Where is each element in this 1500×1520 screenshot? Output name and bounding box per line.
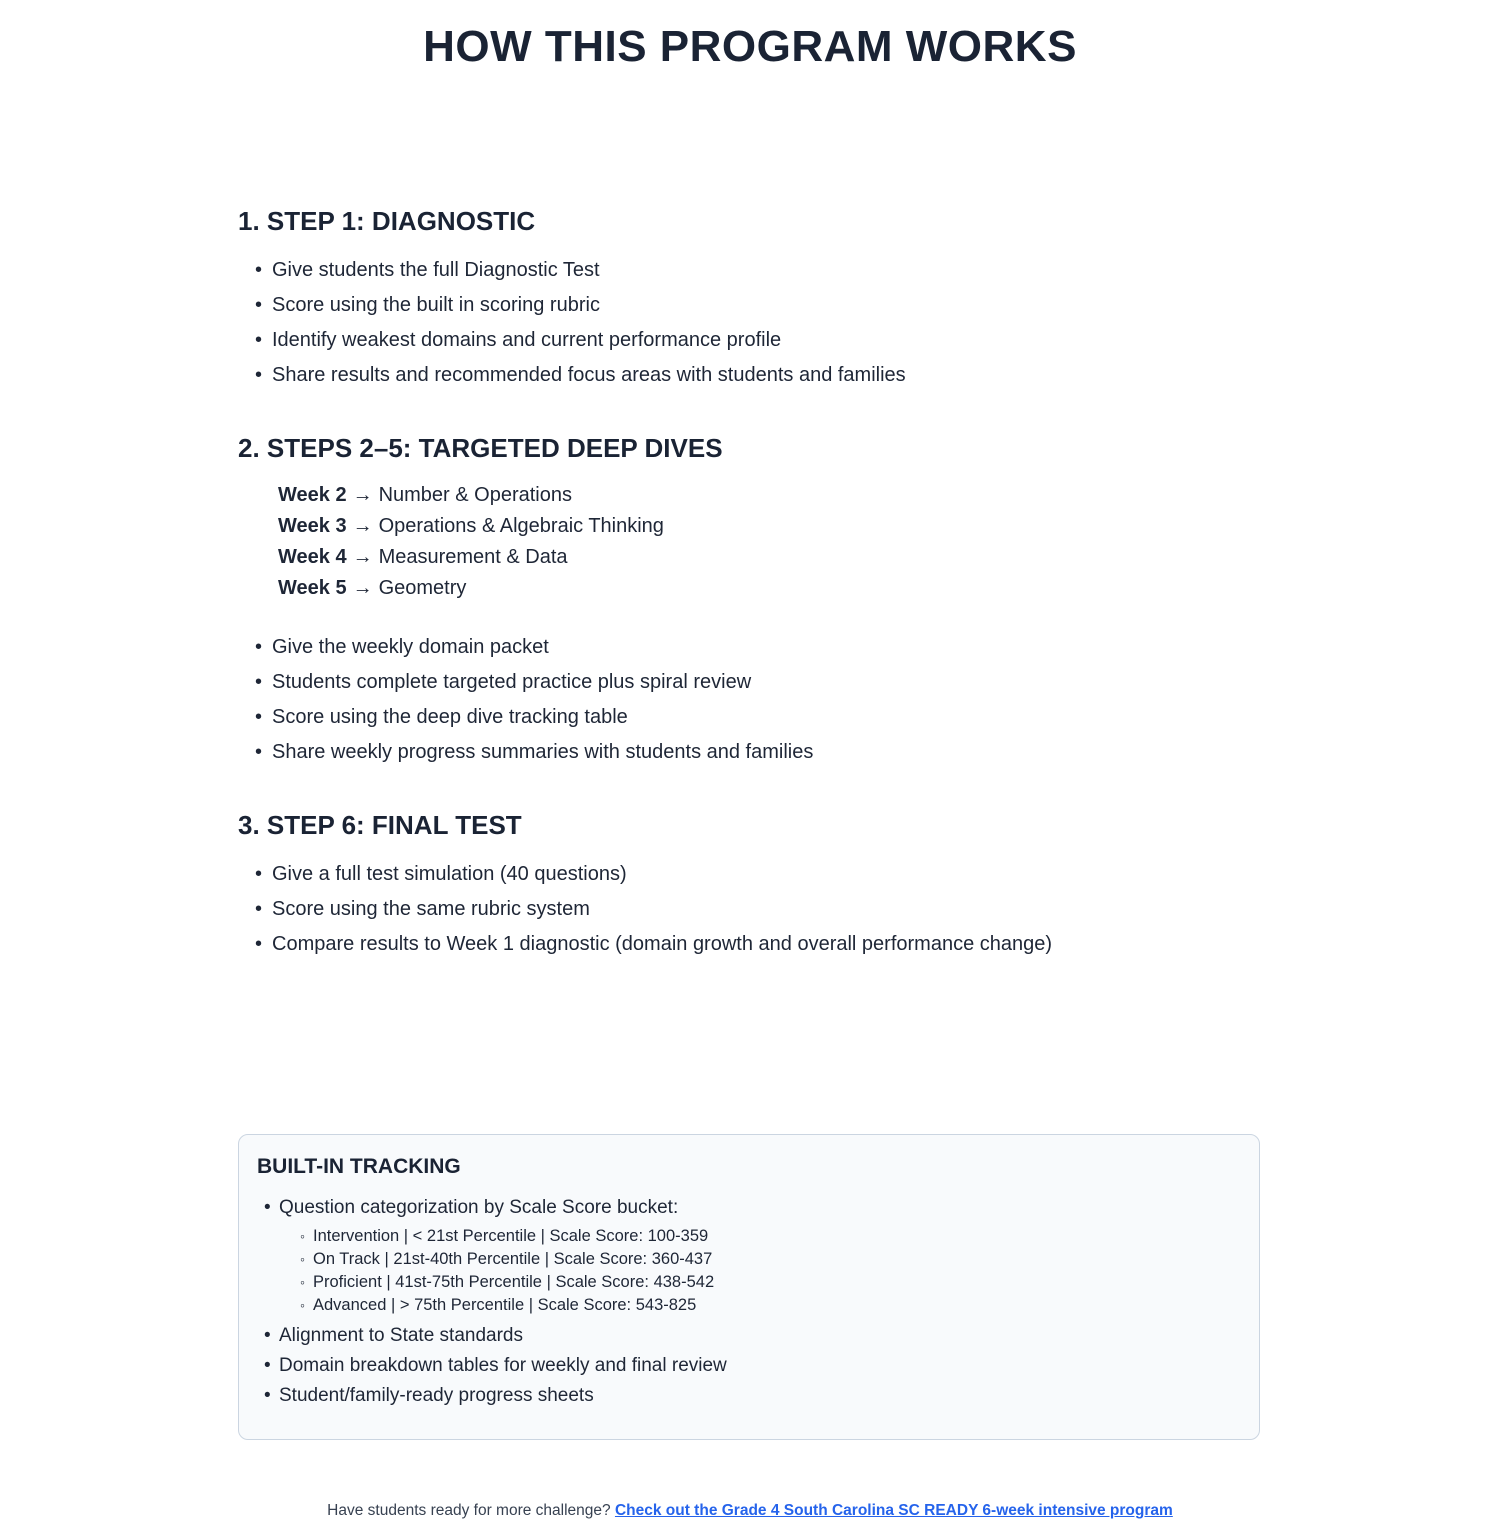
arrow-icon: → [352, 515, 373, 537]
scale-score-bucket-list [291, 1225, 1237, 1317]
list-item: • Students complete targeted practice plus spiral review [238, 665, 1262, 700]
week-label: Week 2 [278, 484, 347, 506]
list-item: • Alignment to State standards [257, 1321, 1237, 1351]
week-topic: Measurement & Data [378, 546, 568, 568]
section-title: STEP 6: FINAL TEST [266, 810, 522, 840]
week-topic: Number & Operations [378, 484, 572, 506]
section-steps-2-5-deep-dives [238, 433, 1262, 770]
arrow-icon: → [352, 546, 373, 568]
built-in-tracking-panel [238, 1134, 1260, 1440]
scale-score-bucket: ◦ Intervention | < 21st Percentile | Scale Score: 100-359 [291, 1225, 1237, 1248]
arrow-icon: → [352, 577, 373, 599]
week-line [278, 542, 1262, 573]
section-title: STEPS 2–5: TARGETED DEEP DIVES [266, 433, 723, 463]
program-steps-list [238, 206, 1262, 962]
footer-prompt-text: Have students ready for more challenge? [327, 1502, 615, 1519]
tracking-panel-heading: BUILT-IN TRACKING [257, 1155, 461, 1178]
list-item: • Score using the deep dive tracking table [238, 700, 1262, 735]
footer [238, 1502, 1262, 1520]
scale-score-bucket: ◦ Advanced | > 75th Percentile | Scale Score: 543-825 [291, 1294, 1237, 1317]
bullet-list [238, 857, 1262, 962]
list-item: • Score using the same rubric system [238, 892, 1262, 927]
list-item: • Share weekly progress summaries with students and families [238, 735, 1262, 770]
section-number: 2. [238, 433, 260, 463]
list-item: • Give students the full Diagnostic Test [238, 253, 1262, 288]
main-content [238, 206, 1262, 1520]
list-item: • Give the weekly domain packet [238, 630, 1262, 665]
section-heading [238, 206, 1262, 237]
list-item: • Compare results to Week 1 diagnostic (domain growth and overall performance change) [238, 927, 1262, 962]
tracking-bullet-list [257, 1193, 1237, 1411]
section-number: 3. [238, 810, 260, 840]
list-item: • Domain breakdown tables for weekly and final review [257, 1351, 1237, 1381]
intensive-program-link[interactable]: Check out the Grade 4 South Carolina SC READY 6-week intensive program [614, 1502, 1173, 1519]
week-line [278, 511, 1262, 542]
list-item: • Identify weakest domains and current performance profile [238, 323, 1262, 358]
week-label: Week 4 [278, 546, 347, 568]
bullet-list [238, 253, 1262, 393]
scale-score-bucket: ◦ Proficient | 41st-75th Percentile | Scale Score: 438-542 [291, 1271, 1237, 1294]
page-title: HOW THIS PROGRAM WORKS [423, 22, 1077, 71]
list-item [257, 1193, 1237, 1317]
section-heading [238, 433, 1262, 464]
week-topic: Geometry [378, 577, 467, 599]
tracking-intro-text: Question categorization by Scale Score bucket: [279, 1197, 679, 1218]
section-step-6-final-test [238, 810, 1262, 962]
list-item: • Student/family-ready progress sheets [257, 1381, 1237, 1411]
week-schedule [278, 480, 1262, 604]
list-item: • Give a full test simulation (40 questions) [238, 857, 1262, 892]
week-label: Week 3 [278, 515, 347, 537]
list-item: • Score using the built in scoring rubric [238, 288, 1262, 323]
scale-score-bucket: ◦ On Track | 21st-40th Percentile | Scale Score: 360-437 [291, 1248, 1237, 1271]
list-item: • Share results and recommended focus areas with students and families [238, 358, 1262, 393]
week-line [278, 480, 1262, 511]
section-heading [238, 810, 1262, 841]
week-line [278, 573, 1262, 604]
arrow-icon: → [352, 484, 373, 506]
section-number: 1. [238, 206, 260, 236]
section-step-1-diagnostic [238, 206, 1262, 393]
section-title: STEP 1: DIAGNOSTIC [266, 206, 536, 236]
bullet-list [238, 630, 1262, 770]
week-topic: Operations & Algebraic Thinking [378, 515, 664, 537]
week-label: Week 5 [278, 577, 347, 599]
